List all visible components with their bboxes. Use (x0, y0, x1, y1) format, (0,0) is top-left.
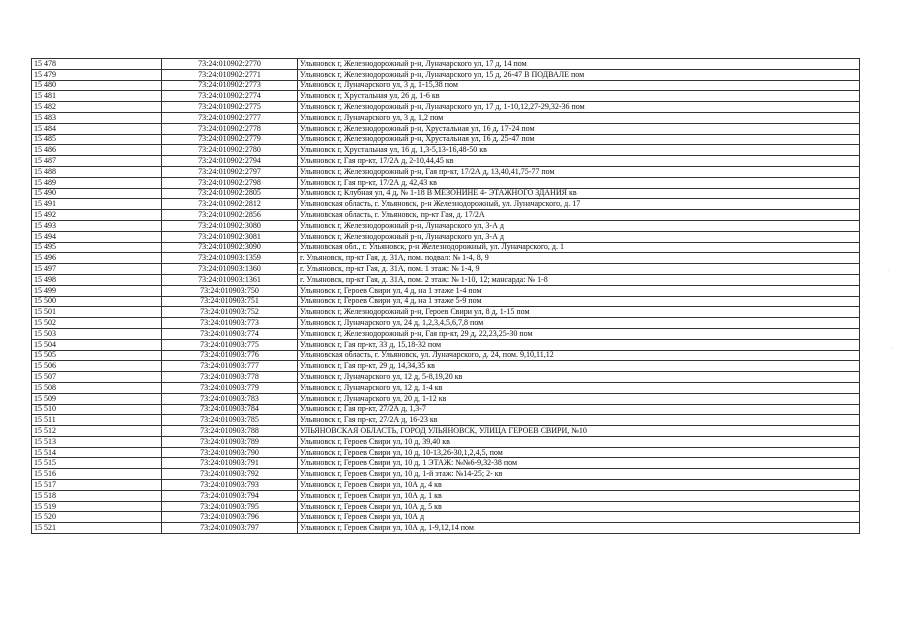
table-row (32, 156, 860, 167)
row-number: 15 501 (32, 307, 162, 318)
cadastral-number: 73:24:010903:776 (162, 350, 298, 361)
row-number: 15 503 (32, 328, 162, 339)
scan-speck: · (891, 346, 893, 352)
cadastral-number: 73:24:010903:788 (162, 426, 298, 437)
table-row (32, 501, 860, 512)
table-row (32, 253, 860, 264)
table-row (32, 274, 860, 285)
table-row (32, 415, 860, 426)
address-cell: Ульяновская область, г. Ульяновск, р-н Железнодорожный, ул. Луначарского, д. 17 (298, 199, 860, 210)
row-number: 15 511 (32, 415, 162, 426)
table-row (32, 318, 860, 329)
scan-speck: · (888, 268, 890, 274)
row-number: 15 514 (32, 447, 162, 458)
table-row (32, 134, 860, 145)
address-cell: Ульяновск г, Луначарского ул, 24 д, 1,2,3,4,5,6,7,8 пом (298, 318, 860, 329)
cadastral-number: 73:24:010903:1360 (162, 264, 298, 275)
row-number: 15 519 (32, 501, 162, 512)
cadastral-number: 73:24:010903:750 (162, 285, 298, 296)
address-cell: Ульяновск г, Луначарского ул, 12 д, 1-4 кв (298, 382, 860, 393)
row-number: 15 498 (32, 274, 162, 285)
address-cell: Ульяновск г, Гая пр-кт, 29 д, 14,34,35 кв (298, 361, 860, 372)
table-row (32, 80, 860, 91)
address-cell: Ульяновск г, Железнодорожный р-н, Героев Свири ул, 8 д, 1-15 пом (298, 307, 860, 318)
cadastral-number: 73:24:010903:775 (162, 339, 298, 350)
address-cell: Ульяновск г, Железнодорожный р-н, Луначарского ул, 3-А д (298, 231, 860, 242)
row-number: 15 480 (32, 80, 162, 91)
table-row (32, 296, 860, 307)
cadastral-number: 73:24:010903:777 (162, 361, 298, 372)
row-number: 15 505 (32, 350, 162, 361)
row-number: 15 487 (32, 156, 162, 167)
table-row (32, 328, 860, 339)
cadastral-number: 73:24:010902:2770 (162, 59, 298, 70)
table-row (32, 166, 860, 177)
table-row (32, 177, 860, 188)
address-cell: Ульяновск г, Гая пр-кт, 27/2А д, 16-23 кв (298, 415, 860, 426)
cadastral-number: 73:24:010903:783 (162, 393, 298, 404)
cadastral-number: 73:24:010902:2805 (162, 188, 298, 199)
table-row (32, 523, 860, 534)
cadastral-number: 73:24:010903:791 (162, 458, 298, 469)
address-cell: Ульяновск г, Героев Свири ул, 10А д, 4 кв (298, 480, 860, 491)
cadastral-number: 73:24:010903:789 (162, 436, 298, 447)
address-cell: Ульяновск г, Хрустальная ул, 16 д, 1,3-5,13-16,48-50 кв (298, 145, 860, 156)
cadastral-number: 73:24:010903:790 (162, 447, 298, 458)
table-row (32, 350, 860, 361)
table-row (32, 123, 860, 134)
cadastral-number: 73:24:010903:795 (162, 501, 298, 512)
table-row (32, 490, 860, 501)
row-number: 15 481 (32, 91, 162, 102)
address-cell: Ульяновская область, г. Ульяновск, ул. Луначарского, д. 24, пом. 9,10,11,12 (298, 350, 860, 361)
cadastral-number: 73:24:010902:3090 (162, 242, 298, 253)
row-number: 15 494 (32, 231, 162, 242)
row-number: 15 479 (32, 69, 162, 80)
address-cell: Ульяновск г, Гая пр-кт, 17/2А д, 42,43 кв (298, 177, 860, 188)
cadastral-number: 73:24:010903:1361 (162, 274, 298, 285)
table-row (32, 307, 860, 318)
address-cell: Ульяновск г, Луначарского ул, 3 д, 1-15,38 пом (298, 80, 860, 91)
cadastral-number: 73:24:010903:792 (162, 469, 298, 480)
row-number: 15 496 (32, 253, 162, 264)
table-row (32, 264, 860, 275)
table-row (32, 512, 860, 523)
address-cell: Ульяновск г, Героев Свири ул, 4 д, на 1 этаже 5-9 пом (298, 296, 860, 307)
cadastral-number: 73:24:010902:2856 (162, 210, 298, 221)
cadastral-number: 73:24:010903:794 (162, 490, 298, 501)
cadastral-number: 73:24:010902:2774 (162, 91, 298, 102)
table-row (32, 372, 860, 383)
address-cell: Ульяновская область, г. Ульяновск, пр-кт Гая, д. 17/2А (298, 210, 860, 221)
cadastral-number: 73:24:010903:779 (162, 382, 298, 393)
cadastral-number: 73:24:010902:2777 (162, 112, 298, 123)
address-cell: Ульяновск г, Луначарского ул, 3 д, 1,2 пом (298, 112, 860, 123)
row-number: 15 510 (32, 404, 162, 415)
cadastral-number: 73:24:010903:785 (162, 415, 298, 426)
address-cell: Ульяновск г, Луначарского ул, 12 д, 5-8,19,20 кв (298, 372, 860, 383)
table-row (32, 339, 860, 350)
table-row (32, 436, 860, 447)
row-number: 15 517 (32, 480, 162, 491)
table-row (32, 469, 860, 480)
cadastral-number: 73:24:010903:778 (162, 372, 298, 383)
address-cell: Ульяновск г, Хрустальная ул, 26 д, 1-6 кв (298, 91, 860, 102)
table-row (32, 91, 860, 102)
table-row (32, 69, 860, 80)
table-row (32, 188, 860, 199)
cadastral-number: 73:24:010903:796 (162, 512, 298, 523)
row-number: 15 489 (32, 177, 162, 188)
row-number: 15 504 (32, 339, 162, 350)
table-row (32, 242, 860, 253)
table-row (32, 382, 860, 393)
address-cell: УЛЬЯНОВСКАЯ ОБЛАСТЬ, ГОРОД УЛЬЯНОВСК, УЛИЦА ГЕРОЕВ СВИРИ, №10 (298, 426, 860, 437)
address-cell: Ульяновск г, Героев Свири ул, 10А д, 5 кв (298, 501, 860, 512)
address-cell: Ульяновск г, Железнодорожный р-н, Луначарского ул, 15 д, 26-47 В ПОДВАЛЕ пом (298, 69, 860, 80)
row-number: 15 483 (32, 112, 162, 123)
address-cell: Ульяновск г, Железнодорожный р-н, Луначарского ул, 17 д, 1-10,12,27-29,32-36 пом (298, 102, 860, 113)
row-number: 15 495 (32, 242, 162, 253)
address-cell: Ульяновск г, Героев Свири ул, 10А д, 1 кв (298, 490, 860, 501)
address-cell: Ульяновск г, Героев Свири ул, 10 д, 10-13,26-30,1,2,4,5, пом (298, 447, 860, 458)
table-row (32, 458, 860, 469)
cadastral-number: 73:24:010902:3081 (162, 231, 298, 242)
row-number: 15 516 (32, 469, 162, 480)
address-cell: Ульяновск г, Гая пр-кт, 27/2А д, 1,3-7 (298, 404, 860, 415)
address-cell: Ульяновск г, Героев Свири ул, 10 д, 1 ЭТАЖ: №№6-9,32-38 пом (298, 458, 860, 469)
row-number: 15 497 (32, 264, 162, 275)
cadastral-number: 73:24:010903:774 (162, 328, 298, 339)
address-cell: Ульяновск г, Гая пр-кт, 17/2А д, 2-10,44,45 кв (298, 156, 860, 167)
address-cell: г. Ульяновск, пр-кт Гая, д. 31А, пом. 1 этаж: № 1-4, 9 (298, 264, 860, 275)
row-number: 15 482 (32, 102, 162, 113)
row-number: 15 493 (32, 220, 162, 231)
cadastral-number: 73:24:010902:2771 (162, 69, 298, 80)
address-cell: Ульяновск г, Железнодорожный р-н, Хрустальная ул, 16 д, 25-47 пом (298, 134, 860, 145)
table-row (32, 404, 860, 415)
row-number: 15 521 (32, 523, 162, 534)
table-row (32, 112, 860, 123)
row-number: 15 518 (32, 490, 162, 501)
cadastral-number: 73:24:010902:2812 (162, 199, 298, 210)
row-number: 15 508 (32, 382, 162, 393)
row-number: 15 491 (32, 199, 162, 210)
table-row (32, 220, 860, 231)
table-row (32, 285, 860, 296)
row-number: 15 507 (32, 372, 162, 383)
cadastral-number: 73:24:010902:2794 (162, 156, 298, 167)
address-cell: г. Ульяновск, пр-кт Гая, д. 31А, пом. подвал: № 1-4, 8, 9 (298, 253, 860, 264)
table-row (32, 59, 860, 70)
table-row (32, 199, 860, 210)
address-cell: Ульяновск г, Железнодорожный р-н, Хрустальная ул, 16 д, 17-24 пом (298, 123, 860, 134)
address-cell: Ульяновск г, Железнодорожный р-н, Гая пр-кт, 29 д, 22,23,25-30 пом (298, 328, 860, 339)
row-number: 15 484 (32, 123, 162, 134)
table-row (32, 231, 860, 242)
cadastral-number: 73:24:010903:1359 (162, 253, 298, 264)
address-cell: Ульяновск г, Героев Свири ул, 10А д (298, 512, 860, 523)
table-row (32, 145, 860, 156)
table-row (32, 210, 860, 221)
row-number: 15 492 (32, 210, 162, 221)
cadastral-number: 73:24:010903:773 (162, 318, 298, 329)
row-number: 15 490 (32, 188, 162, 199)
cadastral-number: 73:24:010903:751 (162, 296, 298, 307)
cadastral-number: 73:24:010902:3080 (162, 220, 298, 231)
row-number: 15 486 (32, 145, 162, 156)
row-number: 15 513 (32, 436, 162, 447)
row-number: 15 509 (32, 393, 162, 404)
table-row (32, 426, 860, 437)
row-number: 15 512 (32, 426, 162, 437)
cadastral-number: 73:24:010903:797 (162, 523, 298, 534)
row-number: 15 485 (32, 134, 162, 145)
cadastral-number: 73:24:010903:784 (162, 404, 298, 415)
address-cell: Ульяновск г, Клубная ул, 4 д, № 1-18 В МЕЗОНИНЕ 4- ЭТАЖНОГО ЗДАНИЯ кв (298, 188, 860, 199)
address-cell: Ульяновск г, Героев Свири ул, 10 д, 39,40 кв (298, 436, 860, 447)
address-cell: Ульяновская обл., г. Ульяновск, р-н Железнодорожный, ул. Луначарского, д. 1 (298, 242, 860, 253)
address-cell: Ульяновск г, Героев Свири ул, 10 д, 1-й этаж: №14-25; 2- кв (298, 469, 860, 480)
table-row (32, 480, 860, 491)
row-number: 15 478 (32, 59, 162, 70)
cadastral-number: 73:24:010902:2778 (162, 123, 298, 134)
row-number: 15 499 (32, 285, 162, 296)
cadastral-number: 73:24:010903:793 (162, 480, 298, 491)
row-number: 15 502 (32, 318, 162, 329)
address-cell: Ульяновск г, Железнодорожный р-н, Гая пр-кт, 17/2А д, 13,40,41,75-77 пом (298, 166, 860, 177)
cadastral-number: 73:24:010902:2780 (162, 145, 298, 156)
row-number: 15 488 (32, 166, 162, 177)
address-cell: Ульяновск г, Железнодорожный р-н, Луначарского ул, 3-А д (298, 220, 860, 231)
registry-table (31, 58, 860, 534)
row-number: 15 520 (32, 512, 162, 523)
cadastral-number: 73:24:010902:2773 (162, 80, 298, 91)
registry-sheet (31, 58, 860, 534)
cadastral-number: 73:24:010902:2798 (162, 177, 298, 188)
address-cell: Ульяновск г, Гая пр-кт, 33 д, 15,18-32 пом (298, 339, 860, 350)
table-row (32, 102, 860, 113)
address-cell: Ульяновск г, Героев Свири ул, 4 д, на 1 этаже 1-4 пом (298, 285, 860, 296)
table-row (32, 447, 860, 458)
registry-table-body (32, 59, 860, 534)
address-cell: Ульяновск г, Железнодорожный р-н, Луначарского ул, 17 д, 14 пом (298, 59, 860, 70)
table-row (32, 393, 860, 404)
cadastral-number: 73:24:010902:2779 (162, 134, 298, 145)
address-cell: Ульяновск г, Героев Свири ул, 10А д, 1-9,12,14 пом (298, 523, 860, 534)
row-number: 15 515 (32, 458, 162, 469)
cadastral-number: 73:24:010902:2797 (162, 166, 298, 177)
cadastral-number: 73:24:010902:2775 (162, 102, 298, 113)
address-cell: г. Ульяновск, пр-кт Гая, д. 31А, пом. 2 этаж: № 1-10, 12; мансарда: № 1-8 (298, 274, 860, 285)
row-number: 15 506 (32, 361, 162, 372)
cadastral-number: 73:24:010903:752 (162, 307, 298, 318)
address-cell: Ульяновск г, Луначарского ул, 20 д, 1-12 кв (298, 393, 860, 404)
table-row (32, 361, 860, 372)
row-number: 15 500 (32, 296, 162, 307)
